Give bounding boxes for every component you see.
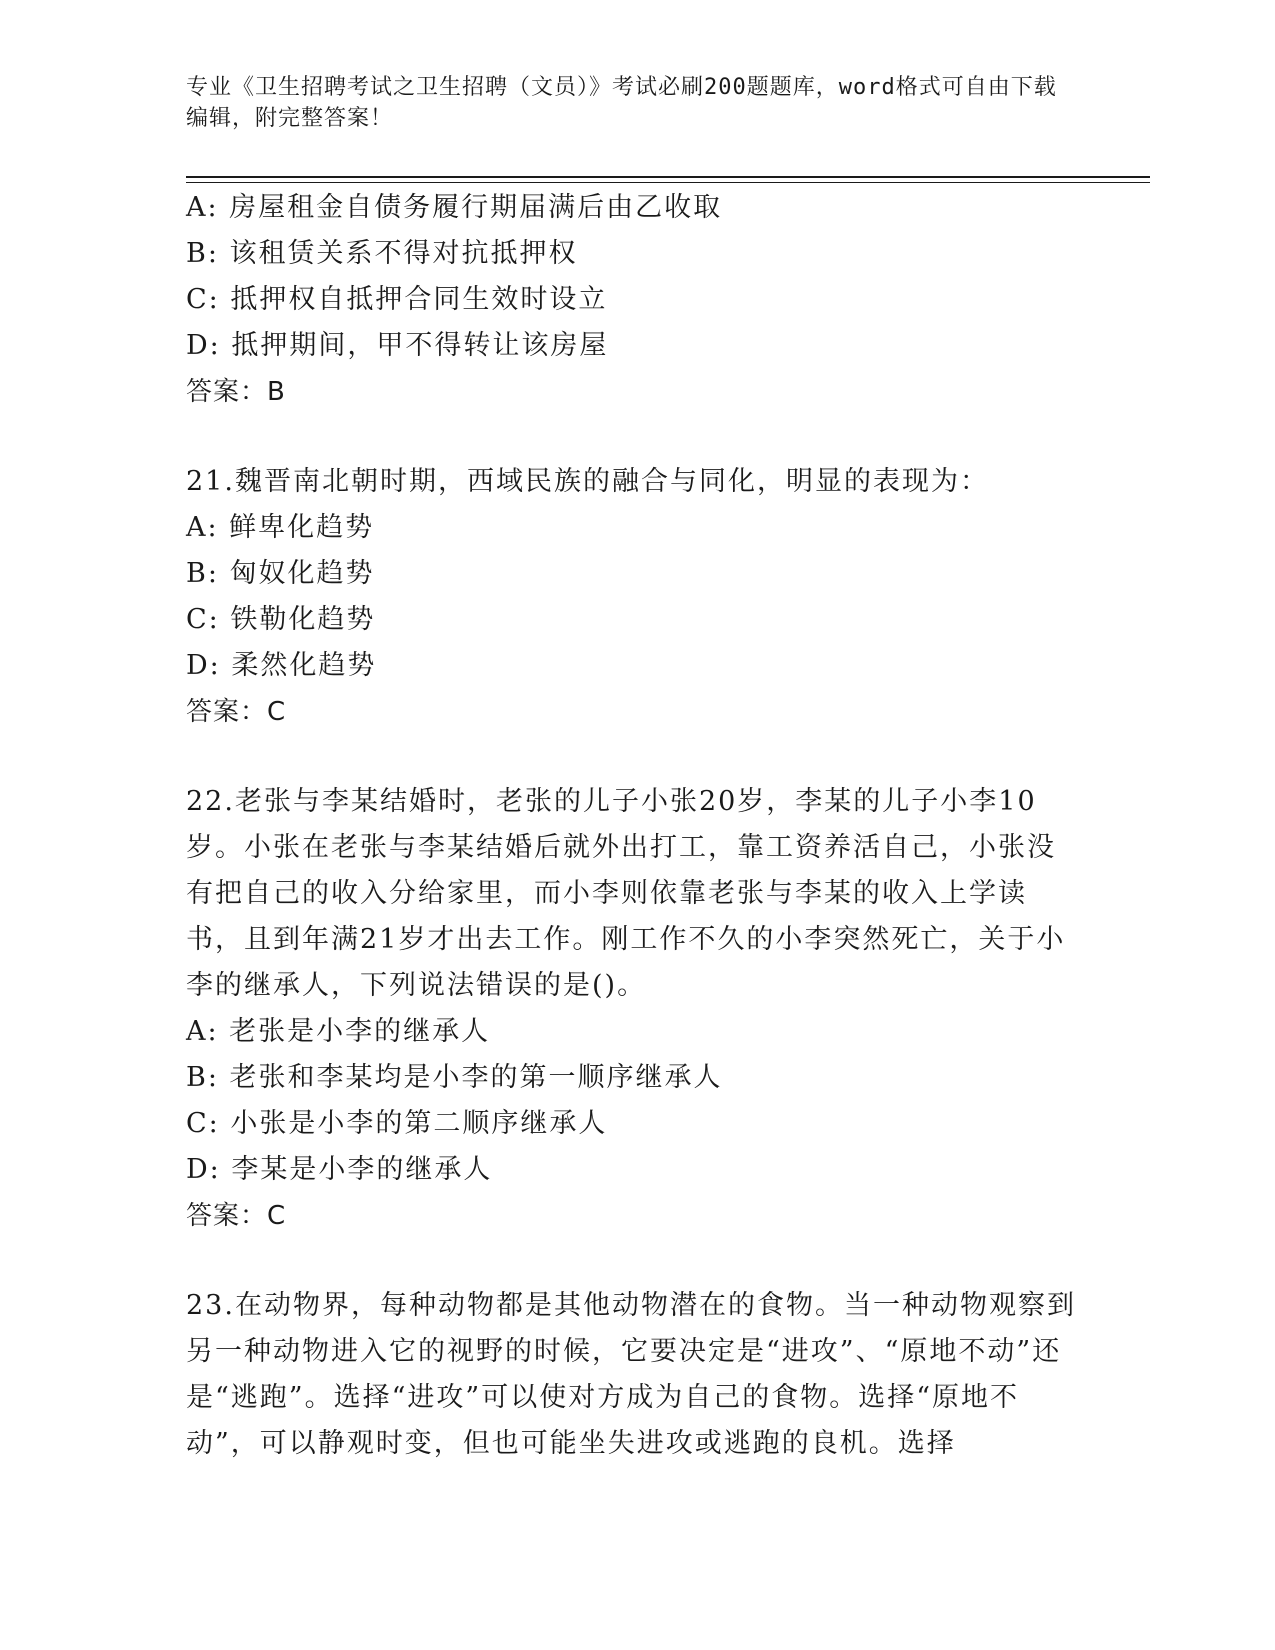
option-b: B: 匈奴化趋势: [186, 558, 375, 589]
header-divider-thin: [186, 182, 1150, 183]
question-text: 22.老张与李某结婚时，老张的儿子小张20岁，李某的儿子小李10岁。小张在老张与李某结婚后就外出打工，靠工资养活自己，小张没有把自己的收入分给家里，而小李则依靠老张与李某的收入上学读书，且到年满21岁才出去工作。刚工作不久的小李突然死亡，关于小李的继承人，下列说法错误的是()。: [186, 786, 1066, 1001]
question-block-21: [186, 459, 1076, 735]
option-c: C: 抵押权自抵押合同生效时设立: [186, 284, 608, 315]
header-divider-thick: [186, 176, 1150, 178]
option-a: A: 鲜卑化趋势: [186, 512, 375, 543]
answer-line: 答案：C: [186, 697, 287, 727]
option-a: A: 老张是小李的继承人: [186, 1016, 491, 1047]
option-b: B: 该租赁关系不得对抗抵押权: [186, 238, 578, 269]
option-d: D: 柔然化趋势: [186, 650, 377, 681]
question-block-20: [186, 185, 1076, 415]
option-b: B: 老张和李某均是小李的第一顺序继承人: [186, 1062, 723, 1093]
question-text: 23.在动物界，每种动物都是其他动物潜在的食物。当一种动物观察到另一种动物进入它的视野的时候，它要决定是“进攻”、“原地不动”还是“逃跑”。选择“进攻”可以使对方成为自己的食物。选择“原地不动”，可以静观时变，但也可能坐失进攻或逃跑的良机。选择: [186, 1290, 1076, 1459]
question-block-22: [186, 779, 1076, 1239]
option-d: D: 抵押期间，甲不得转让该房屋: [186, 330, 609, 361]
option-c: C: 小张是小李的第二顺序继承人: [186, 1108, 608, 1139]
question-block-23: [186, 1283, 1076, 1467]
answer-line: 答案：B: [186, 377, 286, 407]
spacer: [186, 415, 1076, 459]
question-text: 21.魏晋南北朝时期，西域民族的融合与同化，明显的表现为：: [186, 466, 989, 497]
spacer: [186, 735, 1076, 779]
option-a: A: 房屋租金自债务履行期届满后由乙收取: [186, 192, 723, 223]
document-body: [186, 185, 1076, 1467]
answer-line: 答案：C: [186, 1201, 287, 1231]
spacer: [186, 1239, 1076, 1283]
document-header: 专业《卫生招聘考试之卫生招聘（文员）》考试必刷200题题库，word格式可自由下载编辑，附完整答案！: [186, 75, 1057, 131]
option-d: D: 李某是小李的继承人: [186, 1154, 493, 1185]
option-c: C: 铁勒化趋势: [186, 604, 376, 635]
